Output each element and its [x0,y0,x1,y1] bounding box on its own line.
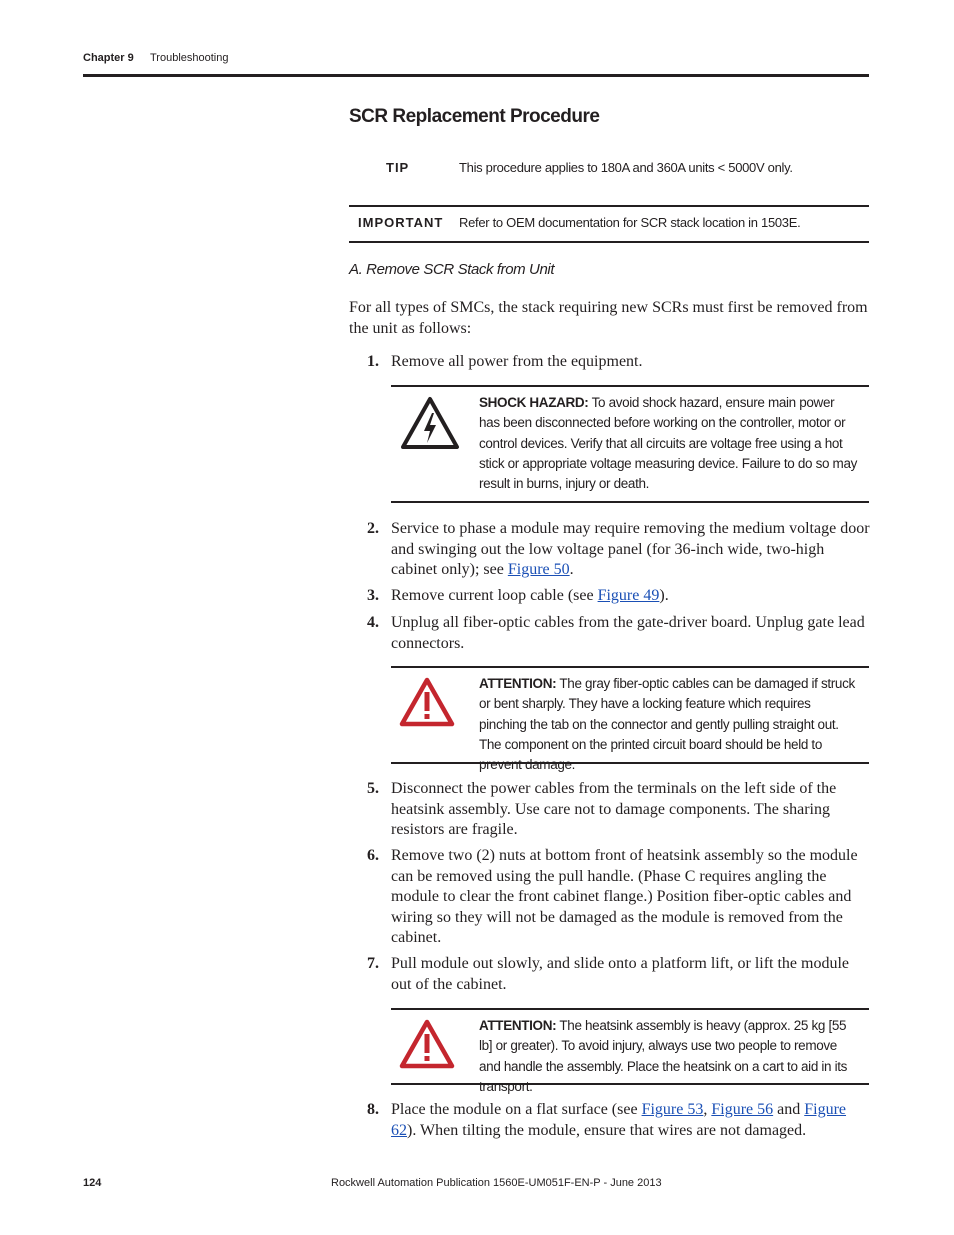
step-number: 6. [367,847,379,864]
step-number: 8. [367,1101,379,1118]
attention-icon [399,677,455,727]
step-text: Pull module out slowly, and slide onto a platform lift, or lift the module out of the cabinet. [391,955,850,993]
separator: , [703,1101,712,1118]
page-title: SCR Replacement Procedure [349,106,600,127]
shock-hazard-body: To avoid shock hazard, ensure main power has been disconnected before working on the controller, motor or control devices. Verify that all circuits are voltage free using a hot stick or appropriate voltage measuring device. Failure to do so may result in burns, injury or death. [479,395,857,492]
important-label: IMPORTANT [358,215,444,230]
figure-56-link[interactable]: Figure 56 [711,1101,774,1118]
attention-box-heatsink [391,1008,869,1094]
step-text: Unplug all fiber-optic cables from the gate-driver board. Unplug gate lead connectors. [391,614,865,652]
step-number: 1. [367,353,379,370]
attention-label: ATTENTION: [479,676,557,691]
step-number: 3. [367,587,379,604]
step-text [391,519,871,581]
step-number: 2. [367,520,379,537]
tip-text: This procedure applies to 180A and 360A units < 5000V only. [459,160,793,175]
step-text: Remove two (2) nuts at bottom front of heatsink assembly so the module can be removed using the pull handle. (Phase C requires angling the module to clear the front cabinet flange.) Position fiber-optic cables and wiring so they will not be damaged as the module is removed from the cabinet. [391,847,858,946]
shock-hazard-text [479,393,857,494]
tip-label: TIP [386,160,410,175]
step-text [391,586,871,607]
attention-label: ATTENTION: [479,1018,557,1033]
step-text-end: ). When tilting the module, ensure that wires are not damaged. [407,1121,807,1139]
subheading: A. Remove SCR Stack from Unit [349,261,555,278]
intro-paragraph: For all types of SMCs, the stack requiring new SCRs must first be removed from the unit as follows: [349,299,868,337]
attention-body: The gray fiber-optic cables can be damaged if struck or bent sharply. They have a locking feature which requires pinching the tab on the connector and gently pulling straight out. The component on the printed circuit board should be held to prevent damage. [479,676,855,773]
shock-hazard-box [391,385,869,503]
step-number: 4. [367,614,379,631]
step-text-body: Service to phase a module may require removing the medium voltage door and swinging out the low voltage panel (for 36-inch wide, two-high cabinet only); see [391,520,870,578]
attention-body: The heatsink assembly is heavy (approx. 25 kg [55 lb] or greater). To avoid injury, always use two people to remove and handle the assembly. Place the heatsink on a cart to aid in its transport. [479,1018,848,1094]
step-number: 5. [367,780,379,797]
step-text: Remove all power from the equipment. [391,353,643,370]
figure-62-link[interactable]: Figure 62 [391,1101,847,1139]
step-number: 7. [367,955,379,972]
figure-53-link[interactable]: Figure 53 [641,1101,704,1118]
step-text: Disconnect the power cables from the terminals on the left side of the heatsink assembly. Use care not to damage components. The sharing resistors are fragile. [391,780,837,838]
step-text-end: ). [659,587,669,604]
header-rule [83,74,869,77]
step-text-body: Place the module on a flat surface (see [391,1101,642,1118]
important-bottom-rule [349,241,869,243]
attention-box-fiber [391,666,869,773]
publication-info: Rockwell Automation Publication 1560E-UM051F-EN-P - June 2013 [331,1177,662,1189]
important-text: Refer to OEM documentation for SCR stack location in 1503E. [459,215,801,230]
page-number: 124 [83,1177,102,1189]
shock-hazard-icon [399,395,461,451]
step-text [391,1100,871,1141]
attention-icon [399,1019,455,1069]
attention-text [479,674,857,775]
step-text-body: Remove current loop cable (see [391,587,598,604]
figure-50-link[interactable]: Figure 50 [507,561,570,578]
important-top-rule [349,205,869,207]
section-label: Troubleshooting [150,52,229,64]
attention-text [479,1016,857,1097]
shock-hazard-label: SHOCK HAZARD: [479,395,589,410]
figure-49-link[interactable]: Figure 49 [597,587,660,604]
step-text-end: . [569,561,574,578]
chapter-label: Chapter 9 [83,52,134,64]
separator: and [773,1101,805,1118]
running-header [83,52,229,64]
